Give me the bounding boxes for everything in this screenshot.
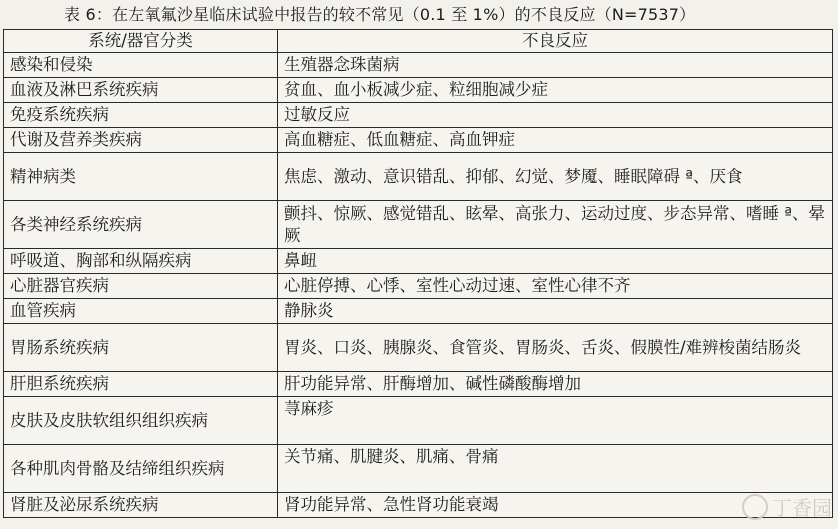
system-cell: 感染和侵染 bbox=[4, 53, 278, 78]
reactions-cell: 肝功能异常、肝酶增加、碱性磷酸酶增加 bbox=[278, 372, 833, 397]
table-row bbox=[4, 274, 833, 299]
table-header-row bbox=[4, 30, 833, 53]
reactions-cell: 贫血、血小板减少症、粒细胞减少症 bbox=[278, 78, 833, 103]
table-row bbox=[4, 324, 833, 372]
system-cell: 精神病类 bbox=[4, 153, 278, 201]
system-cell: 肝胆系统疾病 bbox=[4, 372, 278, 397]
system-cell: 呼吸道、胸部和纵隔疾病 bbox=[4, 249, 278, 274]
system-cell: 胃肠系统疾病 bbox=[4, 324, 278, 372]
table-row bbox=[4, 299, 833, 324]
system-cell: 代谢及营养类疾病 bbox=[4, 128, 278, 153]
watermark-text: 丁香园 bbox=[772, 496, 832, 520]
table-caption: 表 6：在左氧氟沙星临床试验中报告的较不常见（0.1 至 1%）的不良反应（N=7537） bbox=[64, 5, 696, 24]
system-cell: 各类神经系统疾病 bbox=[4, 201, 278, 249]
table-row bbox=[4, 372, 833, 397]
reactions-cell: 高血糖症、低血糖症、高血钾症 bbox=[278, 128, 833, 153]
table-row bbox=[4, 78, 833, 103]
reactions-cell: 肾功能异常、急性肾功能衰竭 bbox=[278, 493, 833, 518]
reactions-cell: 荨麻疹 bbox=[278, 397, 833, 445]
reactions-cell: 颤抖、惊厥、感觉错乱、眩晕、高张力、运动过度、步态异常、嗜睡 ª、晕厥 bbox=[278, 201, 833, 249]
system-cell: 皮肤及皮肤软组织组织疾病 bbox=[4, 397, 278, 445]
table-row bbox=[4, 445, 833, 493]
reactions-cell: 心脏停搏、心悸、室性心动过速、室性心律不齐 bbox=[278, 274, 833, 299]
table-row bbox=[4, 153, 833, 201]
system-cell: 心脏器官疾病 bbox=[4, 274, 278, 299]
system-cell: 血管疾病 bbox=[4, 299, 278, 324]
system-cell: 血液及淋巴系统疾病 bbox=[4, 78, 278, 103]
site-watermark bbox=[742, 492, 832, 521]
table-row bbox=[4, 53, 833, 78]
table-row bbox=[4, 128, 833, 153]
table-row bbox=[4, 103, 833, 128]
table-row bbox=[4, 397, 833, 445]
table-row bbox=[4, 201, 833, 249]
reactions-cell: 生殖器念珠菌病 bbox=[278, 53, 833, 78]
column-header-system: 系统/器官分类 bbox=[4, 30, 278, 53]
adverse-reactions-table bbox=[3, 29, 833, 518]
table-row bbox=[4, 493, 833, 518]
reactions-cell: 胃炎、口炎、胰腺炎、食管炎、胃肠炎、舌炎、假膜性/难辨梭菌结肠炎 bbox=[278, 324, 833, 372]
system-cell: 肾脏及泌尿系统疾病 bbox=[4, 493, 278, 518]
reactions-cell: 关节痛、肌腱炎、肌痛、骨痛 bbox=[278, 445, 833, 493]
watermark-logo-icon bbox=[742, 494, 768, 520]
reactions-cell: 过敏反应 bbox=[278, 103, 833, 128]
reactions-cell: 静脉炎 bbox=[278, 299, 833, 324]
table-row bbox=[4, 249, 833, 274]
reactions-cell: 鼻衄 bbox=[278, 249, 833, 274]
column-header-reactions: 不良反应 bbox=[278, 30, 833, 53]
system-cell: 免疫系统疾病 bbox=[4, 103, 278, 128]
reactions-cell: 焦虑、激动、意识错乱、抑郁、幻觉、梦魇、睡眠障碍 ª、厌食 bbox=[278, 153, 833, 201]
system-cell: 各种肌肉骨骼及结缔组织疾病 bbox=[4, 445, 278, 493]
